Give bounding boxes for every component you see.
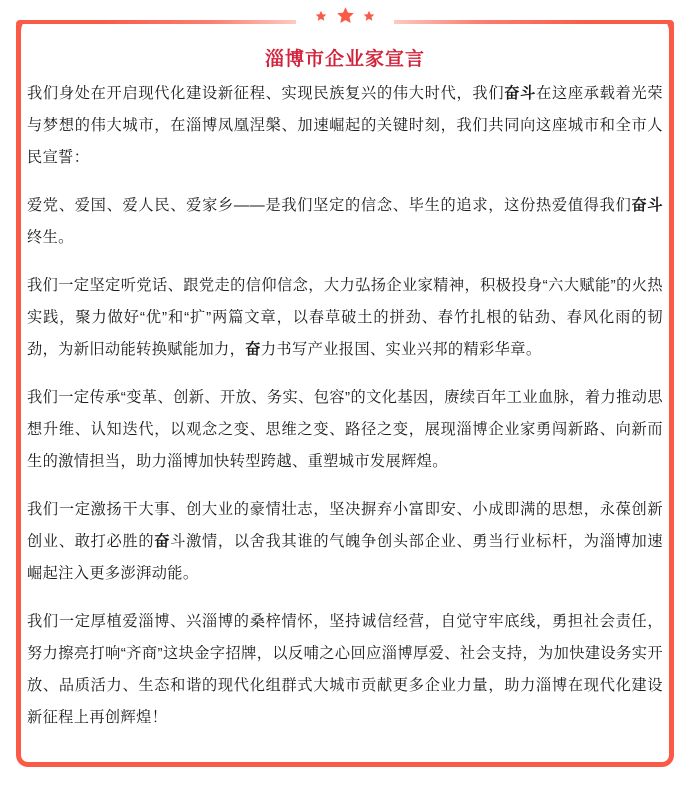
- paragraph-text: 我们身处在开启现代化建设新征程、实现民族复兴的伟大时代，我们: [27, 85, 505, 102]
- declaration-body: [27, 78, 663, 761]
- paragraph-text: 我们一定坚定听党话、跟党走的信仰信念，大力弘扬企业家精神，积极投身“六大赋能”的火热实践，聚力做好“优”和“扩”两篇文章，以春草破土的拼劲、春竹扎根的钻劲、春风化雨的韧劲，为新旧动能转换赋能加力，: [27, 277, 663, 358]
- paragraph-text: 爱党、爱国、爱人民、爱家乡——是我们坚定的信念、毕生的追求，这份热爱值得我们: [27, 197, 632, 214]
- emphasised-text: 奋: [245, 341, 261, 358]
- star-icon-small-right: [363, 10, 375, 22]
- paragraph-text: 斗激情，以舍我其谁的气魄争创头部企业、勇当行业标杆，为淄博加速崛起注入更多澎湃动能。: [27, 533, 664, 582]
- paragraph-text: 在这座承载着光荣与梦想的伟大城市，在淄博凤凰涅槃、加速崛起的关键时刻，我们共同向这座城市和全市人民宣誓：: [27, 85, 664, 166]
- paragraph: [27, 494, 663, 590]
- star-ornament: [0, 6, 690, 34]
- frame-top-rule-right: [394, 20, 674, 24]
- page-title: 淄博市企业家宣言: [264, 48, 425, 70]
- paragraph: [27, 606, 663, 734]
- emphasised-text: 奋: [154, 533, 171, 550]
- emphasised-text: 奋斗: [504, 85, 537, 102]
- paragraph-text: 我们一定厚植爱淄博、兴淄博的桑梓情怀，坚持诚信经营，自觉守牢底线，勇担社会责任，努力擦亮打响“齐商”这块金字招牌，以反哺之心回应淄博厚爱、社会支持，为加快建设务实开放、品质活力、生态和谐的现代化组群式大城市贡献更多企业力量，助力淄博在现代化建设新征程上再创辉煌！: [27, 613, 663, 726]
- star-icon-large-center: [336, 6, 355, 25]
- frame-top-rule-left: [16, 20, 296, 24]
- emphasised-text: 奋斗: [631, 197, 663, 214]
- paragraph-text: 我们一定激扬干大事、创大业的豪情壮志，坚决摒弃小富即安、小成即满的思想，永葆创新创业、敢打必胜的: [27, 501, 663, 550]
- paragraph-text: 终生。: [27, 229, 74, 246]
- star-icon-small-left: [315, 10, 327, 22]
- frame-corner-right: [669, 20, 674, 36]
- paragraph: [27, 78, 663, 174]
- paragraph-text: 力书写产业报国、实业兴邦的精彩华章。: [260, 341, 542, 358]
- frame-corner-left: [16, 20, 21, 36]
- paragraph: [27, 382, 663, 478]
- paragraph: [27, 270, 663, 366]
- paragraph-text: 我们一定传承“变革、创新、开放、务实、包容”的文化基因，赓续百年工业血脉，着力推动思想升维、认知迭代，以观念之变、思维之变、路径之变，展现淄博企业家勇闯新路、向新而生的激情担当，助力淄博加快转型跨越、重塑城市发展辉煌。: [27, 389, 663, 470]
- paragraph: [27, 190, 663, 254]
